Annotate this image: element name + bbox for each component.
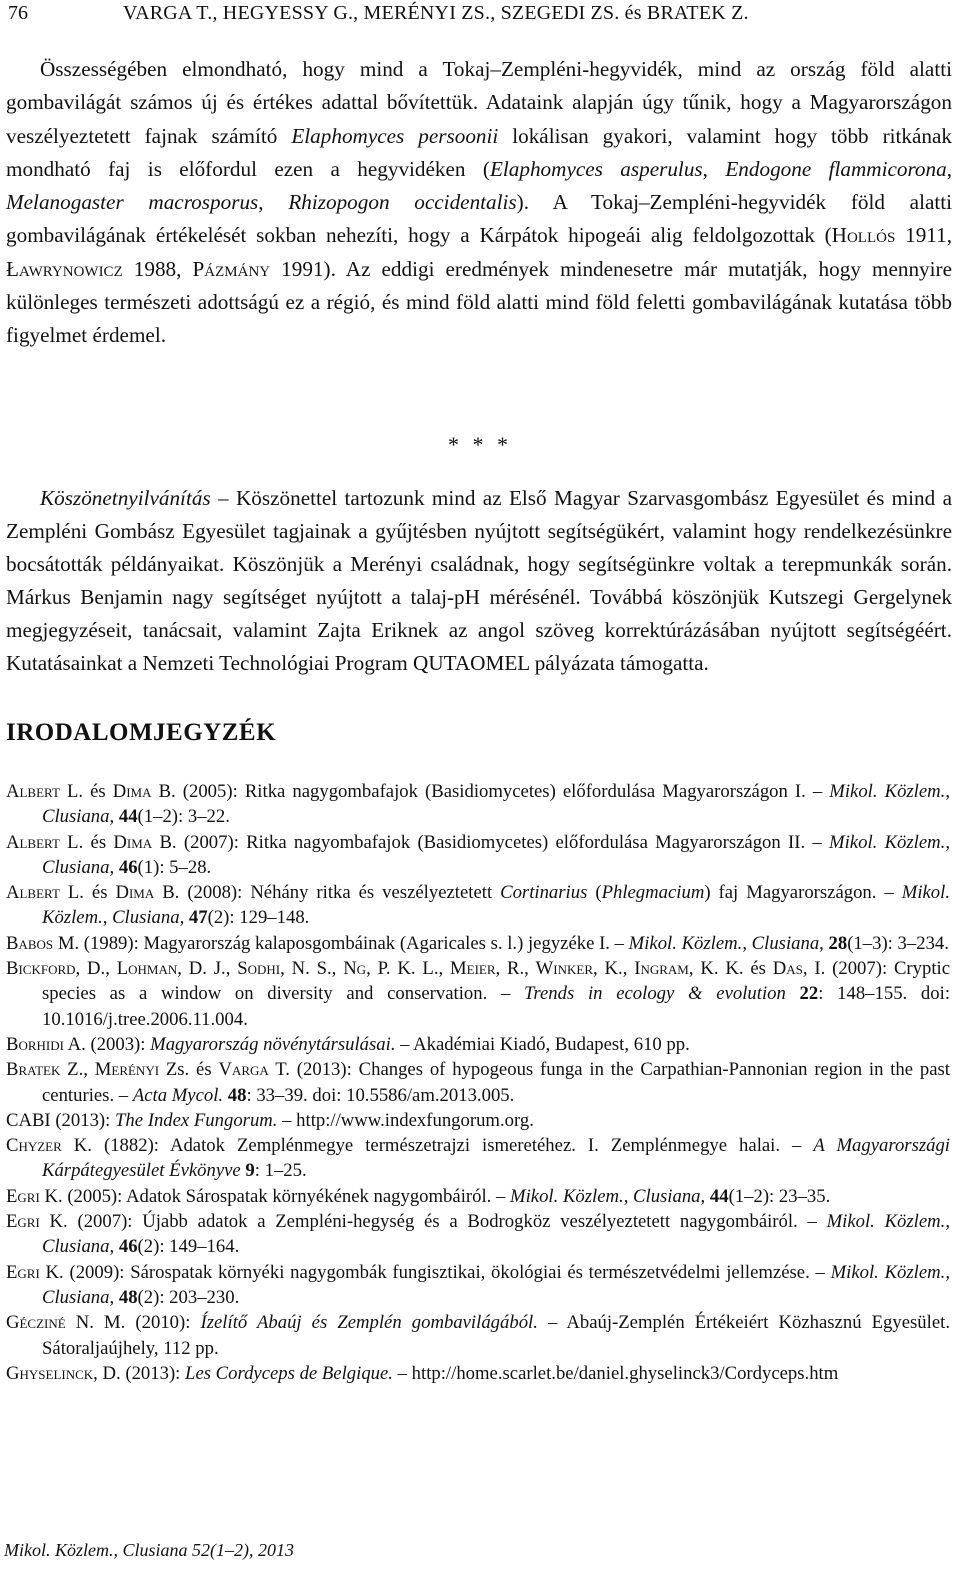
reference-entry: Albert L. és Dima B. (2007): Ritka nagyombafajok (Basidiomycetes) előfordulása Magyarországon II. – Mikol. Közlem., Clusiana, 46(1): 5–28. [6, 831, 950, 878]
small-caps-name: Egri [6, 1211, 40, 1233]
italic-text: Mikol. Közlem. [829, 781, 946, 802]
small-caps-name: Ng [343, 958, 367, 980]
reference-entry: Egri K. (2007): Újabb adatok a Zempléni-hegység és a Bodrogköz veszélyeztetett nagygombáiról. – Mikol. Közlem., Clusiana, 46(2): 149–164. [6, 1211, 950, 1258]
italic-text: Endogone flammicorona [725, 156, 947, 181]
small-caps-name: Lohman [116, 958, 178, 980]
bold-text: 22 [799, 983, 819, 1005]
bold-text: 44 [709, 1185, 729, 1207]
italic-text: Mikol. Közlem. [628, 932, 743, 954]
small-caps-name: Dima [115, 882, 155, 904]
reference-entry: CABI (2013): The Index Fungorum. – http://www.indexfungorum.org. [6, 1109, 534, 1131]
italic-text: Clusiana [112, 907, 180, 929]
italic-text: Clusiana [633, 1185, 701, 1207]
italic-text: Phlegmacium [601, 882, 705, 904]
italic-text: Elaphomyces asperulus [489, 156, 703, 181]
italic-text: Mikol. Közlem. [826, 1211, 946, 1233]
small-caps-name: Chyzer [6, 1135, 62, 1157]
italic-text: Elaphomyces persoonii [291, 123, 499, 148]
reference-entry: Egri K. (2005): Adatok Sárospatak környékének nagygombáiról. – Mikol. Közlem., Clusiana, 44(1–2): 23–35. [6, 1185, 831, 1207]
small-caps-name: Pázmány [192, 256, 271, 281]
bold-text: 44 [118, 806, 138, 828]
italic-text: Magyarország növénytársulásai. [150, 1033, 396, 1055]
reference-entry: Bratek Z., Merényi Zs. és Varga T. (2013): Changes of hypogeous funga in the Carpathian-Pannonian region in the past centuries. – Acta Mycol. 48: 33–39. doi: 10.5586/am.2013.005. [6, 1059, 950, 1106]
summary-paragraph: Összességében elmondható, hogy mind a Tokaj–Zempléni-hegyvidék, mind az ország föld alatti gombavilágát számos új és értékes adattal bővítettük. Adataink alapján úgy tűnik, hogy a Magyarországon veszélyeztetett fajnak számító Elaphomyces persoonii lokálisan gyakori, valamint hogy több ritkának mondható faj is előfordul ezen a hegyvidéken (Elaphomyces asperulus, Endogone flammicorona, Melanogaster macrosporus, Rhizopogon occidentalis). A Tokaj–Zempléni-hegyvidék föld alatti gombavilágának értékelését sokban nehezíti, hogy a Kárpátok hipogeái alig feldolgozottak (Hollós 1911, Ławrynowicz 1988, Pázmány 1991). Az eddigi eredmények mindenesetre már mutatják, hogy mennyire különleges természeti adottságú ez a régió, és mind föld alatti mind föld feletti gombavilágának kutatása több figyelmet érdemel. [6, 57, 953, 348]
small-caps-name: Borhidi [6, 1033, 64, 1055]
acknowledgements-paragraph: Köszönetnyilvánítás – Köszönettel tartozunk mind az Első Magyar Szarvasgombász Egyesület és mind a Zempléni Gombász Egyesület tagjainak a gyűjtésben nyújtott segítségükért, valamint hogy rendelkezésünkre bocsátották példányaikat. Köszönjük a Merényi családnak, hogy segítségünkre voltak a terepmunkák során. Márkus Benjamin nagy segítséget nyújtott a talaj-pH mérésénél. Továbbá köszönjük Kutszegi Gergelynek megjegyzéseit, tanácsait, valamint Zajta Eriknek az angol szöveg korrektúrázásában nyújtott segítségéért. Kutatásainkat a Nemzeti Technológiai Program QUTAOMEL pályázata támogatta. [6, 486, 952, 676]
bold-text: 48 [118, 1286, 138, 1308]
small-caps-name: Dima [112, 781, 152, 802]
small-caps-name: Meier [450, 958, 496, 980]
reference-entry: Babos M. (1989): Magyarország kalaposgombáinak (Agaricales s. l.) jegyzéke I. – Mikol. Közlem., Clusiana, 28(1–3): 3–234. [6, 932, 949, 954]
italic-text: Mikol. Közlem. [830, 1261, 946, 1283]
small-caps-name: Albert [6, 882, 60, 904]
small-caps-name: Hollós [831, 223, 896, 248]
bold-text: 47 [188, 907, 208, 929]
italic-text: Clusiana [751, 932, 820, 954]
small-caps-name: Bickford [6, 958, 76, 980]
journal-footer: Mikol. Közlem., Clusiana 52(1–2), 2013 [4, 1540, 294, 1560]
reference-entry: Egri K. (2009): Sárospatak környéki nagygombák fungisztikai, ökológiai és természetvédelmi jellemzése. – Mikol. Közlem., Clusiana, 48(2): 203–230. [6, 1261, 950, 1308]
section-separator: * * * [448, 432, 512, 457]
small-caps-name: Albert [6, 831, 60, 853]
small-caps-name: Merényi [94, 1059, 160, 1081]
references-heading: IRODALOMJEGYZÉK [6, 719, 277, 746]
small-caps-name: Sodhi [237, 958, 281, 980]
italic-text: Rhizopogon occidentalis [288, 190, 517, 215]
small-caps-name: Egri [6, 1261, 40, 1283]
reference-entry: Chyzer K. (1882): Adatok Zemplénmegye természetrajzi ismeretéhez. I. Zemplénmegye halai. – A Magyarországi Kárpátegyesület Évkönyve 9: 1–25. [6, 1135, 951, 1182]
italic-text: A Magyarországi Kárpátegyesület Évkönyve [42, 1135, 951, 1182]
italic-text: Melanogaster macrosporus [6, 190, 259, 215]
bold-text: 48 [227, 1084, 247, 1106]
small-caps-name: Das [772, 958, 803, 980]
italic-text: Clusiana [42, 856, 110, 878]
italic-text: Trends in ecology & evolution [524, 983, 786, 1005]
reference-entry: Albert L. és Dima B. (2005): Ritka nagygombafajok (Basidiomycetes) előfordulása Magyarországon I. – Mikol. Közlem., Clusiana, 44(1–2): 3–22. [6, 781, 951, 828]
italic-text: Köszönetnyilvánítás [40, 486, 211, 510]
small-caps-name: Gécziné [6, 1312, 66, 1334]
bold-text: 46 [118, 856, 138, 878]
running-header-authors: VARGA T., HEGYESSY G., MERÉNYI ZS., SZEGEDI ZS. és BRATEK Z. [123, 2, 749, 24]
small-caps-name: Winker [535, 958, 594, 980]
italic-text: Cortinarius [500, 882, 588, 904]
reference-entry: Albert L. és Dima B. (2008): Néhány ritka és veszélyeztetett Cortinarius (Phlegmacium) faj Magyarországon. – Mikol. Közlem., Clusiana, 47(2): 129–148. [6, 882, 951, 929]
small-caps-name: Varga [218, 1059, 269, 1081]
italic-text: Mikol. Közlem. [829, 831, 946, 853]
italic-text: Clusiana [42, 1286, 110, 1308]
small-caps-name: Dima [113, 831, 153, 853]
italic-text: Clusiana [42, 1236, 110, 1258]
small-caps-name: Ławrynowicz [6, 256, 123, 281]
italic-text: Mikol. Közlem. [510, 1185, 624, 1207]
reference-entry: Borhidi A. (2003): Magyarország növénytársulásai. – Akadémiai Kiadó, Budapest, 610 pp. [6, 1033, 690, 1055]
italic-text: Ízelítő Abaúj és Zemplén gombavilágából. [200, 1312, 538, 1334]
small-caps-name: Babos [6, 932, 54, 954]
reference-entry: Gécziné N. M. (2010): Ízelítő Abaúj és Zemplén gombavilágából. – Abaúj-Zemplén Értékeiért Közhasznú Egyesület. Sátoraljaújhely, 112 pp. [6, 1312, 950, 1359]
italic-text: Acta Mycol. [132, 1084, 224, 1106]
small-caps-name: Egri [6, 1185, 40, 1207]
bold-text: 28 [828, 932, 848, 954]
bold-text: 46 [118, 1236, 138, 1258]
running-header [4, 2, 954, 32]
reference-entry: Ghyselinck, D. (2013): Les Cordyceps de Belgique. – http://home.scarlet.be/daniel.ghyselinck3/Cordyceps.htm [6, 1362, 839, 1384]
small-caps-name: Albert [6, 781, 60, 802]
reference-entry: Bickford, D., Lohman, D. J., Sodhi, N. S., Ng, P. K. L., Meier, R., Winker, K., Ingram, K. K. és Das, I. (2007): Cryptic species as a window on diversity and conservation. – Trends in ecology & evolution 22: 148–155. doi: 10.1016/j.tree.2006.11.004. [6, 958, 951, 1030]
page-number: 76 [8, 2, 28, 24]
italic-text: Mikol. Közlem. [42, 882, 951, 929]
small-caps-name: Bratek [6, 1059, 61, 1081]
small-caps-name: Ghyselinck [6, 1362, 94, 1384]
bold-text: 9 [245, 1160, 255, 1182]
reference-list [6, 779, 950, 1386]
italic-text: The Index Fungorum. [115, 1109, 278, 1131]
small-caps-name: Ingram [634, 958, 689, 980]
italic-text: Les Cordyceps de Belgique. [185, 1362, 393, 1384]
italic-text: Clusiana [42, 806, 110, 828]
